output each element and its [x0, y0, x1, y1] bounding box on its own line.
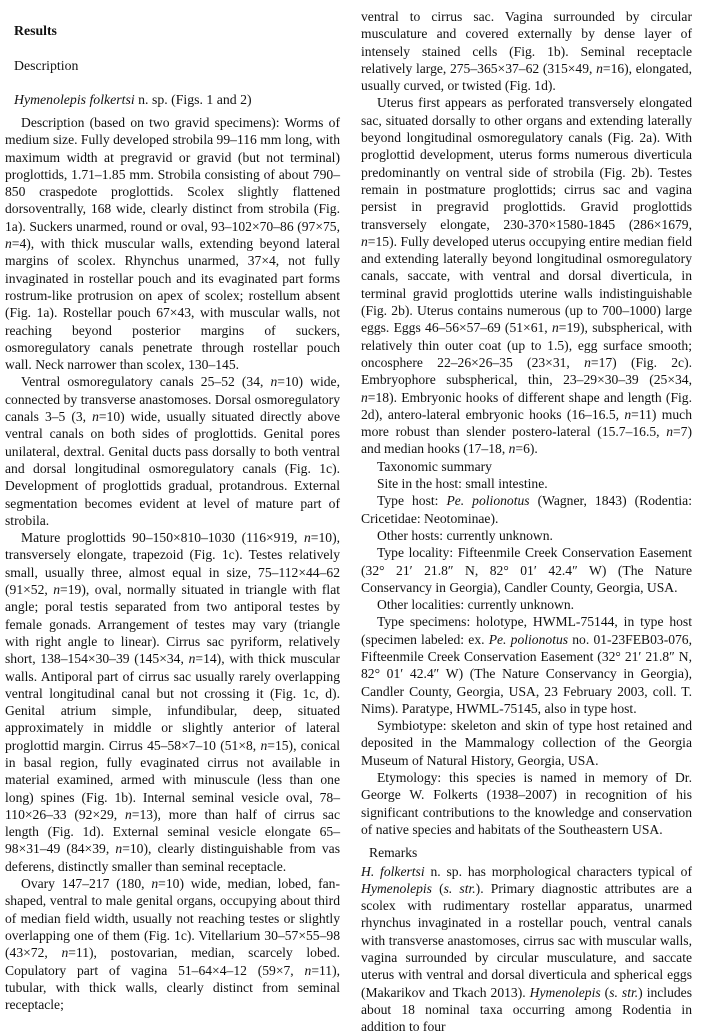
paragraph-ovary: Ovary 147–217 (180, n=10) wide, median, lobed, fan-shaped, ventral to male genital organs, occupying about third of median field width, usually not reaching testes or slightly overlapping one of them (Fig. 1c). Vitellarium 30–57×55–98 (43×72, n=11), postovarian, median, scarcely lobed. Copulatory part of vagina 51–64×4–12 (59×7, n=11), tubular, with thick walls, clearly distinct from seminal receptacle;: [5, 876, 341, 1013]
remarks-heading: Remarks: [369, 845, 418, 861]
remarks-paragraph: [361, 863, 692, 1036]
remarks-genus: Hymenolepis: [361, 880, 432, 896]
other-localities: Other localities: currently unknown.: [377, 597, 575, 613]
remarks-text: (: [600, 984, 610, 1000]
type-host-name: Pe. polionotus: [446, 493, 530, 509]
subsection-heading-description: Description: [14, 58, 79, 73]
paragraph-scolex-description: Description (based on two gravid specimens): Worms of medium size. Fully developed strobila 99–116 mm long, with maximum width at pregravid or gravid (but not terminal) proglottids, 1.71–1.85 mm. Strobila consisting of about 790–850 craspedote proglottids. Scolex slightly flattened dorsoventrally, 168 wide, clearly distinct from strobila (Fig. 1a). Suckers unarmed, round or oval, 93–102×70–86 (97×75, n=4), with thick muscular walls, extending beyond lateral margins of scolex. Rhynchus unarmed, 37×4, not fully invaginated in rostellar pouch and its evaginated part forms rostrum-like protrusion on apex of scolex; rostellum absent (Fig. 1a). Rostellar pouch 67×43, with muscular walls, not reaching beyond posterior margins of suckers, osmoregulatory canals penetrate through rostellar pouch wall. Neck narrower than scolex, 130–145.: [5, 115, 340, 373]
type-host-prefix: Type host:: [377, 493, 447, 509]
right-column: [361, 8, 692, 1036]
other-hosts: Other hosts: currently unknown.: [377, 527, 553, 543]
site-in-host: Site in the host: small intestine.: [377, 476, 548, 492]
type-locality: Type locality: Fifteenmile Creek Conservation Easement (32° 21′ 21.8″ N, 82° 01′ 42.4″ W) (The Nature Conservancy in Georgia), Candler County, Georgia, USA.: [361, 545, 692, 595]
type-specimens-host: Pe. polionotus: [488, 631, 569, 647]
species-name: Hymenolepis folkertsi: [14, 92, 135, 107]
remarks-text: n. sp. has morphological characters typical of: [424, 863, 692, 879]
remarks-text: ). Primary diagnostic attributes are a scolex with rudimentary rostellar apparatus, unarmed rhynchus invaginated in a rostellar pouch, ventral canals with transverse anastomoses, cirrus sac with muscular walls, vagina surrounded by circular musculature, and saccate uterus with ventral and dorsal diverticula and spherical eggs (Makarikov and Tkach 2013).: [361, 880, 692, 1000]
remarks-text: (: [431, 880, 444, 896]
type-specimens-prefix: Type specimens: holotype, HWML-75144, in type host (specimen labeled: ex.: [361, 614, 692, 647]
paragraph-osmoregulatory-canals: Ventral osmoregulatory canals 25–52 (34, n=10) wide, connected by transverse anastomoses. Dorsal osmoregulatory canals 3–5 (3, n=10) wide, usually situated directly above ventral canals on both sides of proglottids. Genital pores unilateral, dextral. Genital ducts pass dorsally to both ventral and dorsal longitudinal osmoregulatory canals (Fig. 1c). Development of proglottids gradual, protandrous. External segmentation becomes evident at level of mature part of strobila.: [5, 374, 340, 528]
etymology: Etymology: this species is named in memory of Dr. George W. Folkerts (1938–2007) in recognition of his significant contributions to the knowledge and conservation of native species and habitats of the Southeastern USA.: [361, 770, 692, 837]
remarks-species: H. folkertsi: [361, 863, 425, 879]
species-title: [14, 91, 252, 108]
taxonomic-summary-heading: Taxonomic summary: [377, 458, 492, 474]
symbiotype: Symbiotype: skeleton and skin of type host retained and deposited in the Mammalogy collection of the Georgia Museum of Natural History, Georgia, USA.: [361, 718, 692, 768]
type-specimens-suffix: no. 01-23FEB03-076, Fifteenmile Creek Conservation Easement (32° 21′ 21.8″ N, 82° 01′ 42.4″ W) (The Nature Conservancy in Georgia), Candler County, Georgia, USA, 23 February 2003, coll. T. Nims). Paratype, HWML-75145, also in type host.: [361, 631, 693, 716]
remarks-genus: Hymenolepis: [529, 984, 601, 1000]
remarks-text: ) includes about 18 nominal taxa occurring among Rodentia in addition to four: [361, 984, 692, 1035]
remarks-sensu-stricto: s. str.: [443, 880, 476, 896]
type-host: [361, 492, 692, 527]
paragraph-vagina-continued: ventral to cirrus sac. Vagina surrounded by circular musculature and covered externally by dense layer of intensely stained cells (Fig. 1b). Seminal receptacle relatively large, 275–365×37–62 (315×49, n=16), elongated, usually curved, or twisted (Fig. 1d).: [361, 9, 692, 94]
left-column: [5, 114, 340, 1013]
paragraph-mature-proglottids: Mature proglottids 90–150×810–1030 (116×919, n=10), transversely elongate, trapezoid (Fig. 1c). Testes relatively small, usually three, almost equal in size, 75–112×44–62 (91×52, n=19), oval, normally situated in triangle with flat angle; poral testis separated from two antiporal testes by female gonads. Arrangement of testes may vary (triangle with right angle to linear). Cirrus sac pyriform, relatively short, 138–154×30–39 (145×34, n=14), with thick muscular walls. Antiporal part of cirrus sac usually rarely overlapping ventral longitudinal canal but not crossing it (Fig. 1c, d). Genital atrium simple, infundibular, deep, situated approximately in middle or slightly anterior of lateral proglottid margin. Cirrus 45–58×7–10 (51×8, n=15), conical in basal region, fully evaginated cirrus not available in material examined, armed with minuscule (less than one long) spines (Fig. 1b). Internal seminal vesicle oval, 78–110×26–33 (92×29, n=13), more than half of cirrus sac length (Fig. 1d). External seminal vesicle elongate 65–98×31–49 (84×39, n=10), clearly distinguishable from vas deferens, distinctly smaller than seminal receptacle.: [5, 530, 340, 874]
remarks-sensu-stricto: s. str.: [609, 984, 639, 1000]
section-heading-results: Results: [14, 23, 57, 38]
paragraph-uterus: Uterus first appears as perforated transversely elongated sac, situated dorsally to other organs and extending laterally beyond longitudinal osmoregulatory canals (Fig. 2a). With proglottid development, uterus forms numerous diverticula predominantly on ventral side of strobila (Fig. 2b). Testes remain in postmature proglottids; cirrus sac and vagina persist in pregravid proglottids. Gravid proglottids transversely elongate, 230-370×1580-1845 (286×1679, n=15). Fully developed uterus occupying entire median field and extending laterally beyond longitudinal osmoregulatory canals, saccate, with ventral and dorsal diverticula, in terminal gravid proglottids uterine walls indistinguishable (Fig. 2b). Uterus contains numerous (up to 700–1000) large eggs. Eggs 46–56×57–69 (51×61, n=19), subspherical, with relatively thin outer coat (up to 1.5), egg surface smooth; oncosphere 22–26×26–35 (23×31, n=17) (Fig. 2c). Embryophore subspherical, thin, 23–29×30–39 (25×34, n=18). Embryonic hooks of different shape and length (Fig. 2d), antero-lateral embryonic hooks (16–16.5, n=11) much more robust than slender postero-lateral (15.7–16.5, n=7) and median hooks (17–18, n=6).: [361, 95, 693, 457]
type-host-suffix: (Wagner, 1843) (Rodentia: Cricetidae: Neotominae).: [361, 493, 692, 526]
species-title-suffix: n. sp. (Figs. 1 and 2): [134, 92, 252, 107]
type-specimens: [361, 613, 692, 717]
